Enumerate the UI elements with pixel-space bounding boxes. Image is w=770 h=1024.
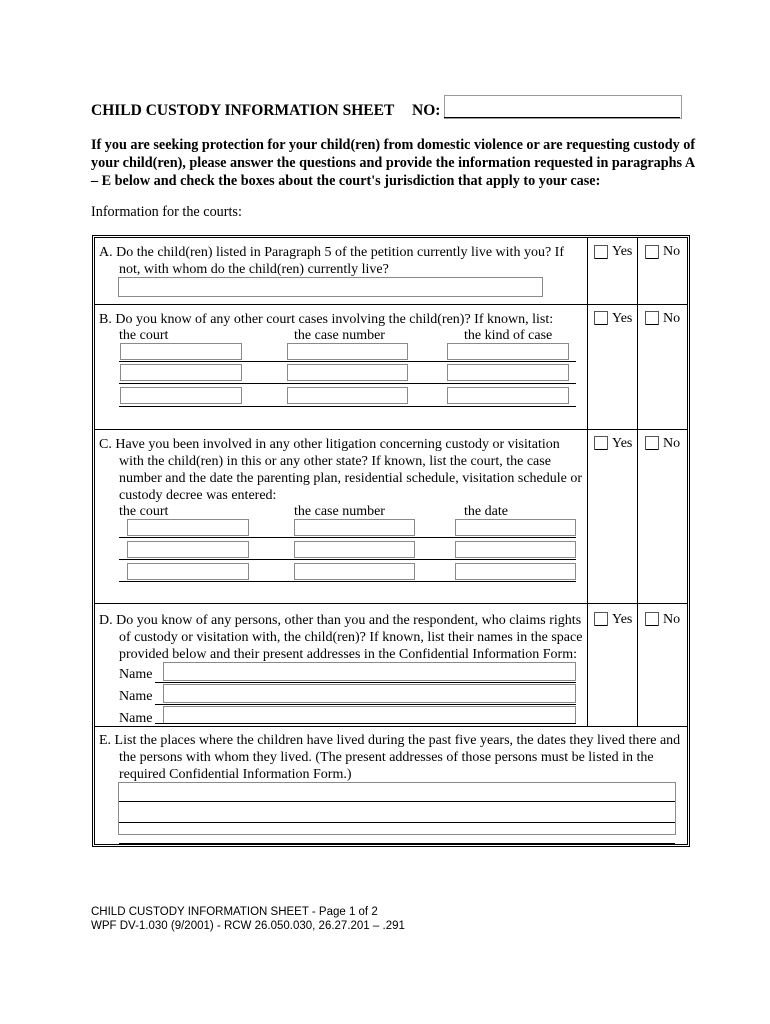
b-row-underline-2	[119, 383, 576, 384]
b-no-underline	[646, 324, 658, 325]
b-court-field-3[interactable]	[120, 387, 242, 404]
c-col-court: the court	[119, 504, 169, 519]
info-label: Information for the courts:	[91, 204, 242, 220]
d-yes-label: Yes	[612, 612, 633, 627]
case-number-label: NO:	[412, 102, 441, 119]
c-case-number-field-1[interactable]	[294, 519, 415, 536]
b-yes-underline	[595, 324, 607, 325]
b-col-court: the court	[119, 328, 169, 343]
b-no-checkbox[interactable]	[645, 311, 659, 325]
b-case-number-field-2[interactable]	[287, 364, 408, 381]
column-divider-1	[587, 238, 588, 726]
case-number-underline	[444, 117, 680, 118]
d-no-checkbox[interactable]	[645, 612, 659, 626]
question-a-line1: A. Do the child(ren) listed in Paragraph 5 of the petition currently live with you? If	[99, 245, 564, 260]
b-kind-field-1[interactable]	[447, 343, 569, 360]
d-name-underline-3	[155, 723, 576, 724]
footer-line-2: WPF DV-1.030 (9/2001) - RCW 26.050.030, 26.27.201 – .291	[91, 920, 405, 932]
c-row-underline-2	[119, 559, 576, 560]
c-case-number-field-3[interactable]	[294, 563, 415, 580]
b-col-kind-of-case: the kind of case	[464, 328, 553, 343]
b-yes-checkbox[interactable]	[594, 311, 608, 325]
instructions: If you are seeking protection for your child(ren) from domestic violence or are requesting custody of your child(ren), please answer the questions and provide the information requested in paragraphs A – E below and check the boxes about the court's jurisdiction that apply to your case:	[91, 137, 696, 189]
row-divider-de	[95, 726, 687, 727]
a-no-label: No	[663, 244, 681, 259]
a-yes-label: Yes	[612, 244, 633, 259]
question-d-line3: provided below and their present addresses in the Confidential Information Form:	[119, 647, 578, 662]
d-no-underline	[646, 625, 658, 626]
d-yes-underline	[595, 625, 607, 626]
c-court-field-3[interactable]	[127, 563, 249, 580]
question-a-line2: not, with whom do the child(ren) currently live?	[119, 262, 389, 277]
c-date-field-1[interactable]	[455, 519, 576, 536]
b-case-number-field-1[interactable]	[287, 343, 408, 360]
d-name-field-1[interactable]	[163, 662, 576, 681]
b-kind-field-3[interactable]	[447, 387, 569, 404]
b-court-field-2[interactable]	[120, 364, 242, 381]
question-c-line4: custody decree was entered:	[119, 488, 277, 503]
a-no-checkbox[interactable]	[645, 245, 659, 259]
question-b-line1: B. Do you know of any other court cases involving the child(ren)? If known, list:	[99, 312, 554, 327]
page-title: CHILD CUSTODY INFORMATION SHEET	[91, 102, 395, 119]
b-case-number-field-3[interactable]	[287, 387, 408, 404]
b-row-underline-1	[119, 361, 576, 362]
e-underline-2	[119, 822, 675, 823]
c-no-checkbox[interactable]	[645, 436, 659, 450]
d-name-label-2: Name	[119, 689, 153, 704]
current-custodian-field[interactable]	[118, 277, 543, 297]
question-c-line1: C. Have you been involved in any other litigation concerning custody or visitation	[99, 437, 560, 452]
d-name-label-3: Name	[119, 711, 153, 726]
b-col-case-number: the case number	[294, 328, 385, 343]
row-divider-ab	[95, 304, 687, 305]
d-name-field-3[interactable]	[163, 706, 576, 724]
footer	[91, 905, 405, 933]
c-yes-label: Yes	[612, 436, 633, 451]
d-no-label: No	[663, 612, 681, 627]
c-col-date: the date	[464, 504, 508, 519]
c-court-field-1[interactable]	[127, 519, 249, 536]
row-divider-cd	[95, 603, 687, 604]
question-c-line3: number and the date the parenting plan, residential schedule, visitation schedule or	[119, 471, 583, 486]
question-e-line2: the persons with whom they lived. (The present addresses of those persons must be listed in the	[119, 750, 654, 765]
c-date-field-3[interactable]	[455, 563, 576, 580]
b-no-label: No	[663, 311, 681, 326]
b-row-underline-3	[119, 406, 576, 407]
residence-history-field[interactable]	[118, 782, 676, 835]
a-no-underline	[646, 258, 658, 259]
c-row-underline-1	[119, 537, 576, 538]
b-yes-label: Yes	[612, 311, 633, 326]
question-c-line2: with the child(ren) in this or any other state? If known, list the court, the case	[119, 454, 551, 469]
c-court-field-2[interactable]	[127, 541, 249, 558]
c-no-underline	[646, 449, 658, 450]
d-name-underline-1	[155, 682, 576, 683]
c-yes-checkbox[interactable]	[594, 436, 608, 450]
c-no-label: No	[663, 436, 681, 451]
c-yes-underline	[595, 449, 607, 450]
c-row-underline-3	[119, 581, 576, 582]
d-name-field-2[interactable]	[163, 684, 576, 703]
c-col-case-number: the case number	[294, 504, 385, 519]
question-e-line1: E. List the places where the children have lived during the past five years, the dates they lived there and	[99, 733, 681, 748]
b-kind-field-2[interactable]	[447, 364, 569, 381]
d-name-label-1: Name	[119, 667, 153, 682]
case-number-field[interactable]	[444, 95, 682, 119]
c-date-field-2[interactable]	[455, 541, 576, 558]
footer-line-1: CHILD CUSTODY INFORMATION SHEET - Page 1 of 2	[91, 906, 378, 918]
question-d-line2: of custody or visitation with, the child(ren)? If known, list their names in the space	[119, 630, 583, 645]
question-e-line3: required Confidential Information Form.)	[119, 767, 352, 782]
e-underline-1	[119, 801, 675, 802]
question-d-line1: D. Do you know of any persons, other than you and the respondent, who claims rights	[99, 613, 582, 628]
row-divider-bc	[95, 429, 687, 430]
column-divider-2	[637, 238, 638, 726]
b-court-field-1[interactable]	[120, 343, 242, 360]
d-yes-checkbox[interactable]	[594, 612, 608, 626]
e-underline-3	[119, 843, 675, 844]
a-yes-underline	[595, 258, 607, 259]
c-case-number-field-2[interactable]	[294, 541, 415, 558]
d-name-underline-2	[155, 704, 576, 705]
a-yes-checkbox[interactable]	[594, 245, 608, 259]
